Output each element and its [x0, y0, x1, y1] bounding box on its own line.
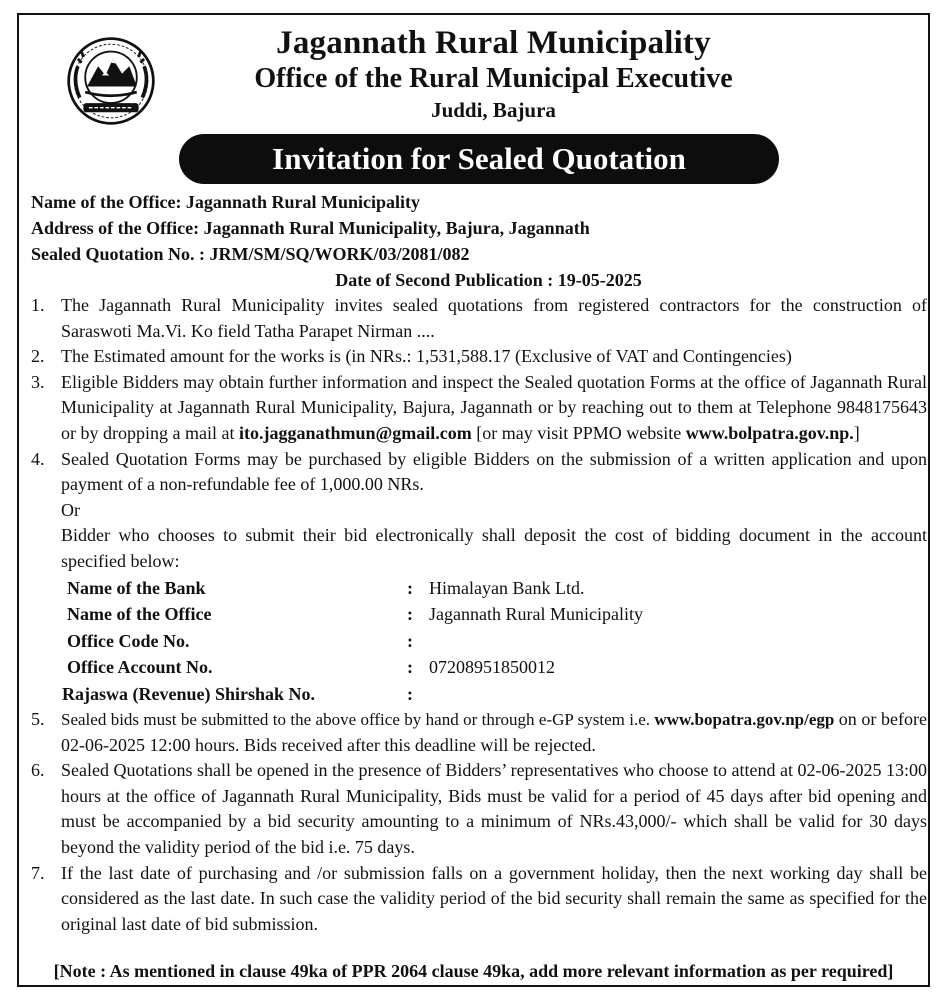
bank-colon: : [407, 630, 413, 651]
clause-6 [31, 758, 927, 860]
clause-text: The Jagannath Rural Municipality invites sealed quotations from registered contractors for the construction of Saraswoti Ma.Vi. Ko field Tatha Parapet Nirman .... [61, 295, 927, 341]
bank-row [61, 654, 927, 681]
notice-page [17, 13, 930, 987]
clause-list [31, 293, 927, 937]
bank-value: 07208951850012 [429, 657, 555, 678]
bank-value: Himalayan Bank Ltd. [429, 577, 585, 598]
clause-number: 6. [31, 760, 45, 781]
clause-number: 3. [31, 371, 45, 392]
page-title: Jagannath Rural Municipality [276, 25, 711, 61]
clause-text: on or before 02-06-2025 12:00 hours. Bids received after this deadline will be rejected. [61, 709, 928, 755]
egp-website-link[interactable]: www.bopatra.gov.np/egp [654, 710, 835, 730]
contact-email-link[interactable]: ito.jagganathmun@gmail.com [238, 422, 472, 443]
clause-1 [31, 293, 927, 344]
bank-row [56, 681, 927, 708]
notice-banner: Invitation for Sealed Quotation [179, 134, 779, 184]
office-name: Name of the Office: Jagannath Rural Municipality [31, 192, 420, 212]
clause-text: Bidder who chooses to submit their bid electronically shall deposit the cost of bidding document in the account specified below: [61, 525, 927, 571]
publication-date: Date of Second Publication : 19-05-2025 [335, 270, 642, 290]
clause-text: Sealed Quotation Forms may be purchased by eligible Bidders on the submission of a written application and upon payment of a non-refundable fee of 1,000.00 NRs. [61, 448, 927, 495]
clause-text: Sealed Quotations shall be opened in the presence of Bidders’ representatives who choose to attend at 02-06-2025 13:00 hours at the office of Jagannath Rural Municipality, Bids must be valid for a period of 45 days after bid opening and must be accompanied by a bid security amounting to a minimum of NRs.43,000/- which shall be valid for 30 days beyond the validity period of the bid i.e. 75 days. [61, 760, 927, 857]
bank-value: Jagannath Rural Municipality [429, 604, 643, 625]
clause-text: Sealed bids must be submitted to the above office by hand or through e-GP system i.e. [61, 710, 650, 730]
clause-3 [31, 370, 927, 447]
bank-colon: : [407, 604, 413, 625]
bank-label: Rajaswa (Revenue) Shirshak No. [62, 683, 316, 704]
footer-note: [Note : As mentioned in clause 49ka of PPR 2064 clause 49ka, add more relevant information as per required] [53, 961, 894, 981]
clause-text: The Estimated amount for the works is (in NRs.: 1,531,588.17 (Exclusive of VAT and Contingencies) [61, 346, 792, 367]
bank-colon: : [407, 657, 413, 678]
clause-or: Or [61, 499, 80, 520]
quotation-number: Sealed Quotation No. : JRM/SM/SQ/WORK/03/2081/082 [31, 244, 470, 264]
bank-label: Name of the Office [67, 604, 212, 625]
bank-row [61, 628, 927, 655]
clause-number: 4. [31, 448, 45, 469]
bank-colon: : [407, 577, 413, 598]
clause-text: Eligible Bidders may obtain further information and inspect the Sealed quotation Forms at the office of Jagannath Rural Municipality at Jagannath Rural Municipality, Bajura, Jagannath or by reaching out to them at Telephone 9848175643 or by dropping a mail at [61, 371, 927, 443]
bank-colon: : [407, 683, 413, 704]
clause-4 [31, 447, 927, 707]
clause-7 [31, 861, 927, 938]
bank-label: Name of the Bank [67, 577, 206, 598]
clause-text: [or may visit PPMO website [476, 422, 682, 443]
bank-label: Office Code No. [67, 630, 190, 651]
office-address: Address of the Office: Jagannath Rural Municipality, Bajura, Jagannath [31, 218, 590, 238]
clause-number: 1. [31, 295, 45, 315]
clause-text: ] [853, 422, 860, 443]
clause-5 [31, 707, 927, 758]
bank-row [61, 601, 927, 628]
clause-number: 2. [31, 346, 45, 367]
ppmo-website-link[interactable]: www.bolpatra.gov.np. [685, 422, 854, 443]
clause-number: 5. [31, 709, 45, 730]
clause-text: If the last date of purchasing and /or submission falls on a government holiday, then the next working day shall be considered as the last date. In such case the validity period of the bid security shall remain the same as specified for the original last date of bid submission. [61, 862, 927, 934]
bank-details [61, 575, 927, 708]
clause-2 [31, 344, 927, 370]
bank-label: Office Account No. [67, 657, 213, 678]
bank-row [61, 575, 927, 602]
clause-number: 7. [31, 862, 45, 883]
office-location: Juddi, Bajura [431, 98, 556, 122]
page-subtitle: Office of the Rural Municipal Executive [254, 63, 733, 94]
